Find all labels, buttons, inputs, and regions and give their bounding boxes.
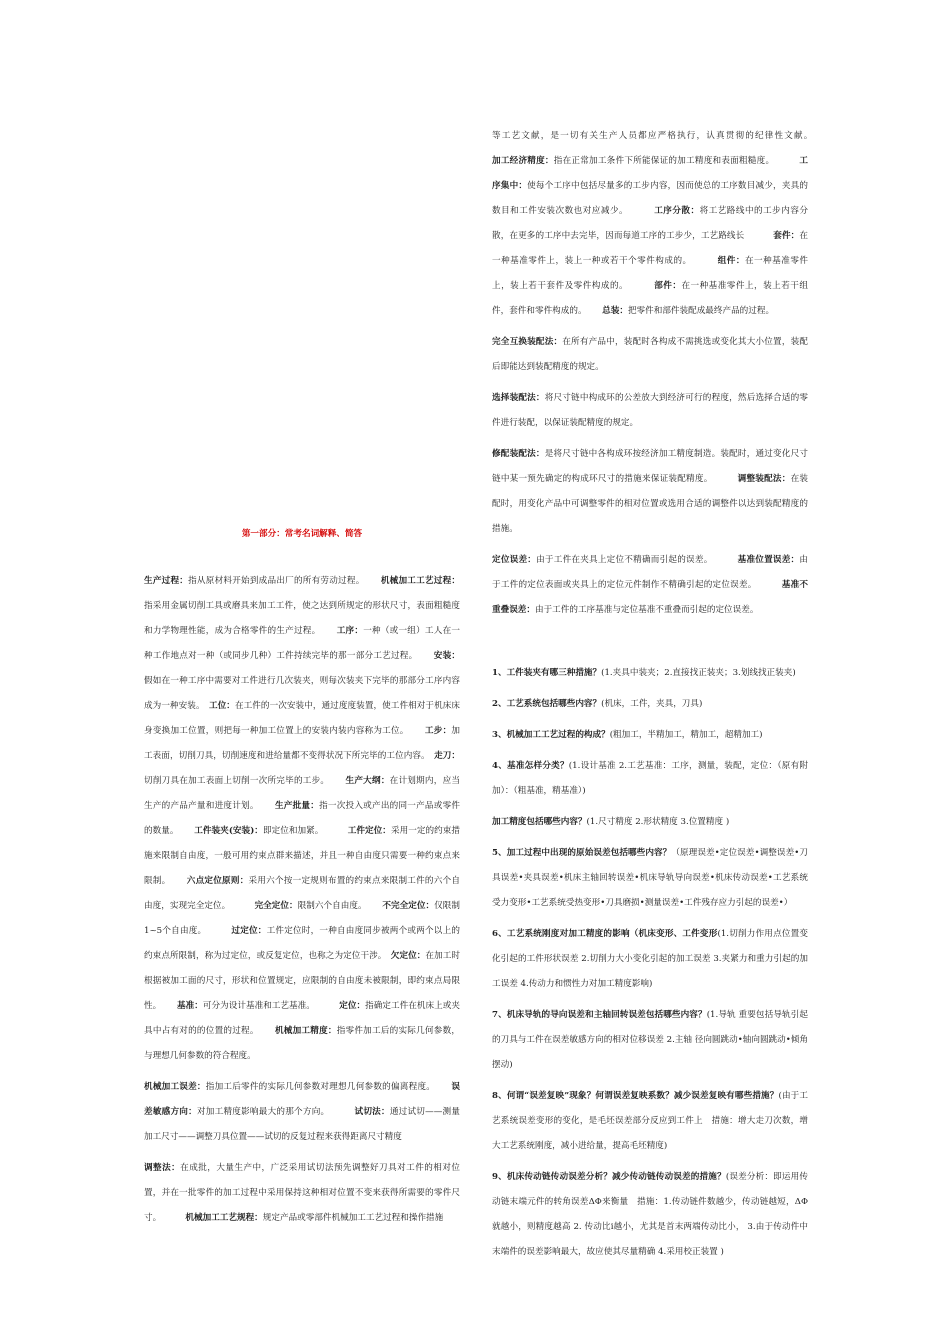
definition-text: 指确定工件在机床上或夹具中占有对的的位置的过程。	[144, 1001, 460, 1036]
paragraph	[492, 386, 808, 436]
definition-text: 加工表面，切削刀具，切削速度和进给量都不变得状况下所完毕的工位内容。	[144, 726, 460, 761]
section-title: 第一部分：常考名词解释、简答	[241, 529, 363, 539]
definition-text: 指零件加工后的实际几何参数，与理想几何参数的符合程度。	[144, 1026, 460, 1061]
definition-text: （原理误差•定位误差•调整误差•刀具误差•夹具误差•机床主轴回转误差•机床导轨导向误差•机床传动误差•工艺系统受力变形•工艺系统受热变形•刀具磨损•测量误差•工件残存应力引起的误差•）	[492, 848, 808, 908]
definition-text: 将工艺路线中的工步内容分散，在更多的工序中去完毕，因而每道工序的工步少，工艺路线长	[492, 206, 808, 241]
term-label: 7、机床导轨的导向误差和主轴回转误差包括哪些内容？	[492, 1010, 707, 1020]
term-label: 机械加工精度：	[274, 1026, 337, 1036]
definition-text: 指一次投入或产出的同一产品或零件的数量。	[144, 801, 460, 836]
definition-text: 在一种基准零件上，装上若干组件，套件和零件构成的。	[492, 281, 808, 316]
definition-text: 是将尺寸链中各构成环按经济加工精度制造。装配时，通过变化尺寸链中某一预先确定的构成环尺寸的措施来保证装配精度。	[492, 449, 808, 484]
term-label: 1、工件装夹有哪三种措施？	[492, 668, 602, 678]
question-item	[492, 1003, 808, 1078]
term-label: 生产过程：	[144, 576, 189, 586]
term-label: 工序：	[336, 626, 364, 636]
term-label: 基准：	[176, 1001, 203, 1011]
term-label: 机械加工工艺规程：	[185, 1213, 263, 1223]
term-label: 9、机床传动链传动误差分析？减少传动链传动误差的措施？	[492, 1172, 726, 1182]
question-item	[492, 692, 808, 717]
definition-text: 即定位和加紧。	[262, 826, 348, 836]
definition-text: 使每个工序中包括尽量多的工步内容，因而使总的工序数目减少，夹具的数目和工件安装次数也对应减少。	[492, 181, 808, 216]
question-item	[492, 1165, 808, 1265]
definition-text: 限制六个自由度。	[297, 901, 383, 911]
term-label: 3、机械加工工艺过程的构成？	[492, 730, 610, 740]
definition-text: 等工艺文献，是一切有关生产人员都应严格执行，认真贯彻的纪律性文献。	[492, 131, 837, 141]
paragraph	[144, 1156, 460, 1231]
term-label: 完全定位：	[254, 901, 298, 911]
term-label: 套件：	[773, 231, 800, 241]
term-label: 定位：	[339, 1001, 366, 1011]
term-label: 6、工艺系统刚度对加工精度的影响（机床变形、工件变形	[492, 929, 718, 939]
question-item	[492, 810, 808, 835]
paragraph	[144, 1075, 460, 1150]
definition-text: 在一种基准零件上，装上一种或若干个零件构成的。	[492, 231, 808, 266]
term-label: 生产大纲：	[345, 776, 390, 786]
question-item	[492, 922, 808, 997]
definition-text: 一种（或一组）工人在一种工作地点对一种（或同步几种）工件持续完毕的那一部分工艺过程。	[144, 626, 460, 661]
term-label: 六点定位原则：	[186, 876, 249, 886]
left-paragraphs	[144, 569, 460, 1231]
term-label: 8、何谓“误差复映”现象？何谓误差复映系数？减少误差复映有哪些措施？	[492, 1091, 779, 1101]
paragraph	[492, 124, 837, 324]
definition-text: 切削刀具在加工表面上切削一次所完毕的工步。	[144, 776, 346, 786]
definition-text: (1.设计基准 2.工艺基准：工序，测量，装配，定位：（原有附加）：（粗基准，精基准）)	[492, 761, 809, 796]
definition-text: 在所有产品中，装配时各构成不需挑选或变化其大小位置，装配后即能达到装配精度的规定。	[492, 337, 808, 372]
definition-text: 在装配时，用变化产品中可调整零件的相对位置或选用合适的调整件以达到装配精度的措施。	[492, 474, 808, 534]
definition-text: (机床，工件，夹具，刀具)	[601, 699, 703, 709]
definition-text: (1.夹具中装夹；2.直接找正装夹；3.划线找正装夹)	[601, 668, 796, 678]
definition-text: 在加工时根据被加工面的尺寸，形状和位置规定，应限制的自由度未被限制，即约束点局限性。	[144, 951, 460, 1011]
definition-text: 将尺寸链中构成环的公差放大到经济可行的程度，然后选择合适的零件进行装配，以保证装配精度的规定。	[492, 393, 808, 428]
definition-text: 在一种基准零件上，装上若干套件及零件构成的。	[492, 256, 808, 291]
term-label: 部件：	[654, 281, 682, 291]
right-column	[492, 124, 837, 1265]
question-item	[492, 661, 808, 686]
term-label: 基准不重叠误差：	[492, 580, 808, 615]
definition-text: (1.尺寸精度 2.形状精度 3.位置精度 )	[586, 817, 730, 827]
term-label: 工件装夹(安装)：	[194, 826, 263, 836]
definition-text: 通过试切——测量加工尺寸——调整刀具位置——试切的反复过程来获得距离尺寸精度	[144, 1107, 460, 1142]
term-label: 基准位置误差：	[737, 555, 800, 565]
definition-text: 在成批，大量生产中，广泛采用试切法预先调整好刀具对工件的相对位置，并在一批零件的加工过程中采用保持这种相对位置不变来获得所需要的零件尺寸。	[144, 1163, 460, 1223]
definition-text: 由于工件在夹具上定位不精确而引起的误差。	[536, 555, 738, 565]
definition-text: 规定产品或零部件机械加工工艺过程和操作措施	[262, 1213, 444, 1223]
paragraph	[492, 548, 808, 623]
term-label: 工位：	[208, 701, 235, 711]
definition-text: (1.导轨 重要包括导轨引起的刀具与工件在误差敏感方向的相对位移误差 2.主轴 径向圆跳动•轴向圆跳动•倾角摆动)	[492, 1010, 808, 1070]
definition-text: (误差分析：即运用传动链末端元件的转角误差ΔΦ来衡量 措施：1.传动链件数越少，传动链越短，ΔΦ就越小，则精度越高 2. 传动比i越小，尤其是首末两端传动比小， 3.由于传动件中末端件的误差影响最大，故应使其尽量精确 4.采用校正装置 )	[492, 1172, 808, 1257]
term-label: 加工精度包括哪些内容？	[492, 817, 587, 827]
question-item	[492, 841, 808, 916]
definition-text: 假如在一种工序中需要对工件进行几次装夹，则每次装夹下完毕的那部分工序内容成为一种安装。	[144, 676, 460, 711]
term-label: 试切法：	[354, 1107, 390, 1117]
definition-text: 指在正常加工条件下所能保证的加工精度和表面粗糙度。	[553, 156, 800, 166]
definition-text: 工件定位时，一种自由度同步被两个或两个以上的约束点所限制，称为过定位，或反复定位，也称之为定位干涉。	[144, 926, 460, 961]
term-label: 定位误差：	[492, 555, 537, 565]
definition-text: 在计划期内，应当生产的产品产量和进度计划。	[144, 776, 460, 811]
paragraph	[492, 330, 808, 380]
term-label: 过定位：	[231, 926, 267, 936]
definition-text: 指采用金属切削工具或磨具来加工工件，使之达到所规定的形状尺寸，表面粗糙度和力学物理性能，成为合格零件的生产过程。	[144, 601, 460, 636]
term-label: 不完全定位：	[382, 901, 435, 911]
term-label: 5、加工过程中出现的原始误差包括哪些内容？	[492, 848, 672, 858]
paragraph	[492, 442, 808, 542]
term-label: 机械加工工艺过程：	[380, 576, 460, 586]
term-label: 工序分散：	[654, 206, 700, 216]
definition-text: (1.切削力作用点位置变化引起的工件形状误差 2.切削力大小变化引起的加工误差 3.夹紧力和重力引起的加工误差 4.传动力和惯性力对加工精度影响)	[492, 929, 808, 989]
definition-text: 可分为设计基准和工艺基准。	[202, 1001, 340, 1011]
definition-text: (由于工艺系统误差变形的变化，是毛坯误差部分反应到工件上 措施：增大走刀次数，增大工艺系统刚度，减小进给量，提高毛坯精度)	[492, 1091, 808, 1151]
definition-text: 采用一定的约束措施来限制自由度，一般可用约束点群来描述，并且一种自由度只需要一种约束点来限制。	[144, 826, 460, 886]
term-label: 误差敏感方向：	[144, 1082, 460, 1117]
term-label: 修配装配法：	[492, 449, 545, 459]
definition-text: 在工件的一次安装中，通过度度装置，使工件相对于机床床身变换加工位置，则把每一种加工位置上的安装内装内容称为工位。	[144, 701, 460, 736]
term-label: 工序集中：	[492, 156, 808, 191]
term-label: 总装：	[602, 306, 628, 316]
term-label: 完全互换装配法：	[492, 337, 563, 347]
definition-text: 由于工件的工序基准与定位基准不重叠而引起的定位误差。	[534, 605, 759, 615]
term-label: 2、工艺系统包括哪些内容？	[492, 699, 602, 709]
term-label: 加工经济精度：	[492, 156, 554, 166]
question-item	[492, 754, 808, 804]
paragraph	[144, 569, 460, 1069]
definition-text: 指从原材料开始到成品出厂的所有劳动过程。	[188, 576, 381, 586]
question-item	[492, 1084, 808, 1159]
term-label: 调整装配法：	[737, 474, 791, 484]
definition-text: 指加工后零件的实际几何参数对理想几何参数的偏离程度。	[205, 1082, 452, 1092]
spacer	[492, 623, 808, 661]
right-paragraphs	[492, 124, 837, 623]
term-label: 安装：	[433, 651, 460, 661]
definition-text: (粗加工，半精加工，精加工，超精加工)	[609, 730, 763, 740]
term-label: 走刀：	[434, 751, 460, 761]
question-list	[492, 661, 808, 1265]
term-label: 组件：	[717, 256, 745, 266]
term-label: 机械加工误差：	[144, 1082, 206, 1092]
definition-text: 把零件和部件装配成最终产品的过程。	[627, 306, 775, 316]
term-label: 生产批量：	[274, 801, 320, 811]
term-label: 调整法：	[144, 1163, 181, 1173]
term-label: 4、基准怎样分类？	[492, 761, 569, 771]
definition-text: 仅限制1~5个自由度。	[144, 901, 460, 936]
term-label: 工件定位：	[347, 826, 391, 836]
question-item	[492, 723, 808, 748]
term-label: 欠定位：	[390, 951, 426, 961]
term-label: 选择装配法：	[492, 393, 545, 403]
definition-text: 采用六个按一定规则布置的约束点来限制工件的六个自由度，实现完全定位。	[144, 876, 460, 911]
definition-text: 由于工件的定位表面或夹具上的定位元件制作不精确引起的定位误差。	[492, 555, 808, 590]
left-column	[144, 522, 460, 1231]
definition-text: 对加工精度影响最大的那个方向。	[196, 1107, 355, 1117]
term-label: 工步：	[424, 726, 452, 736]
